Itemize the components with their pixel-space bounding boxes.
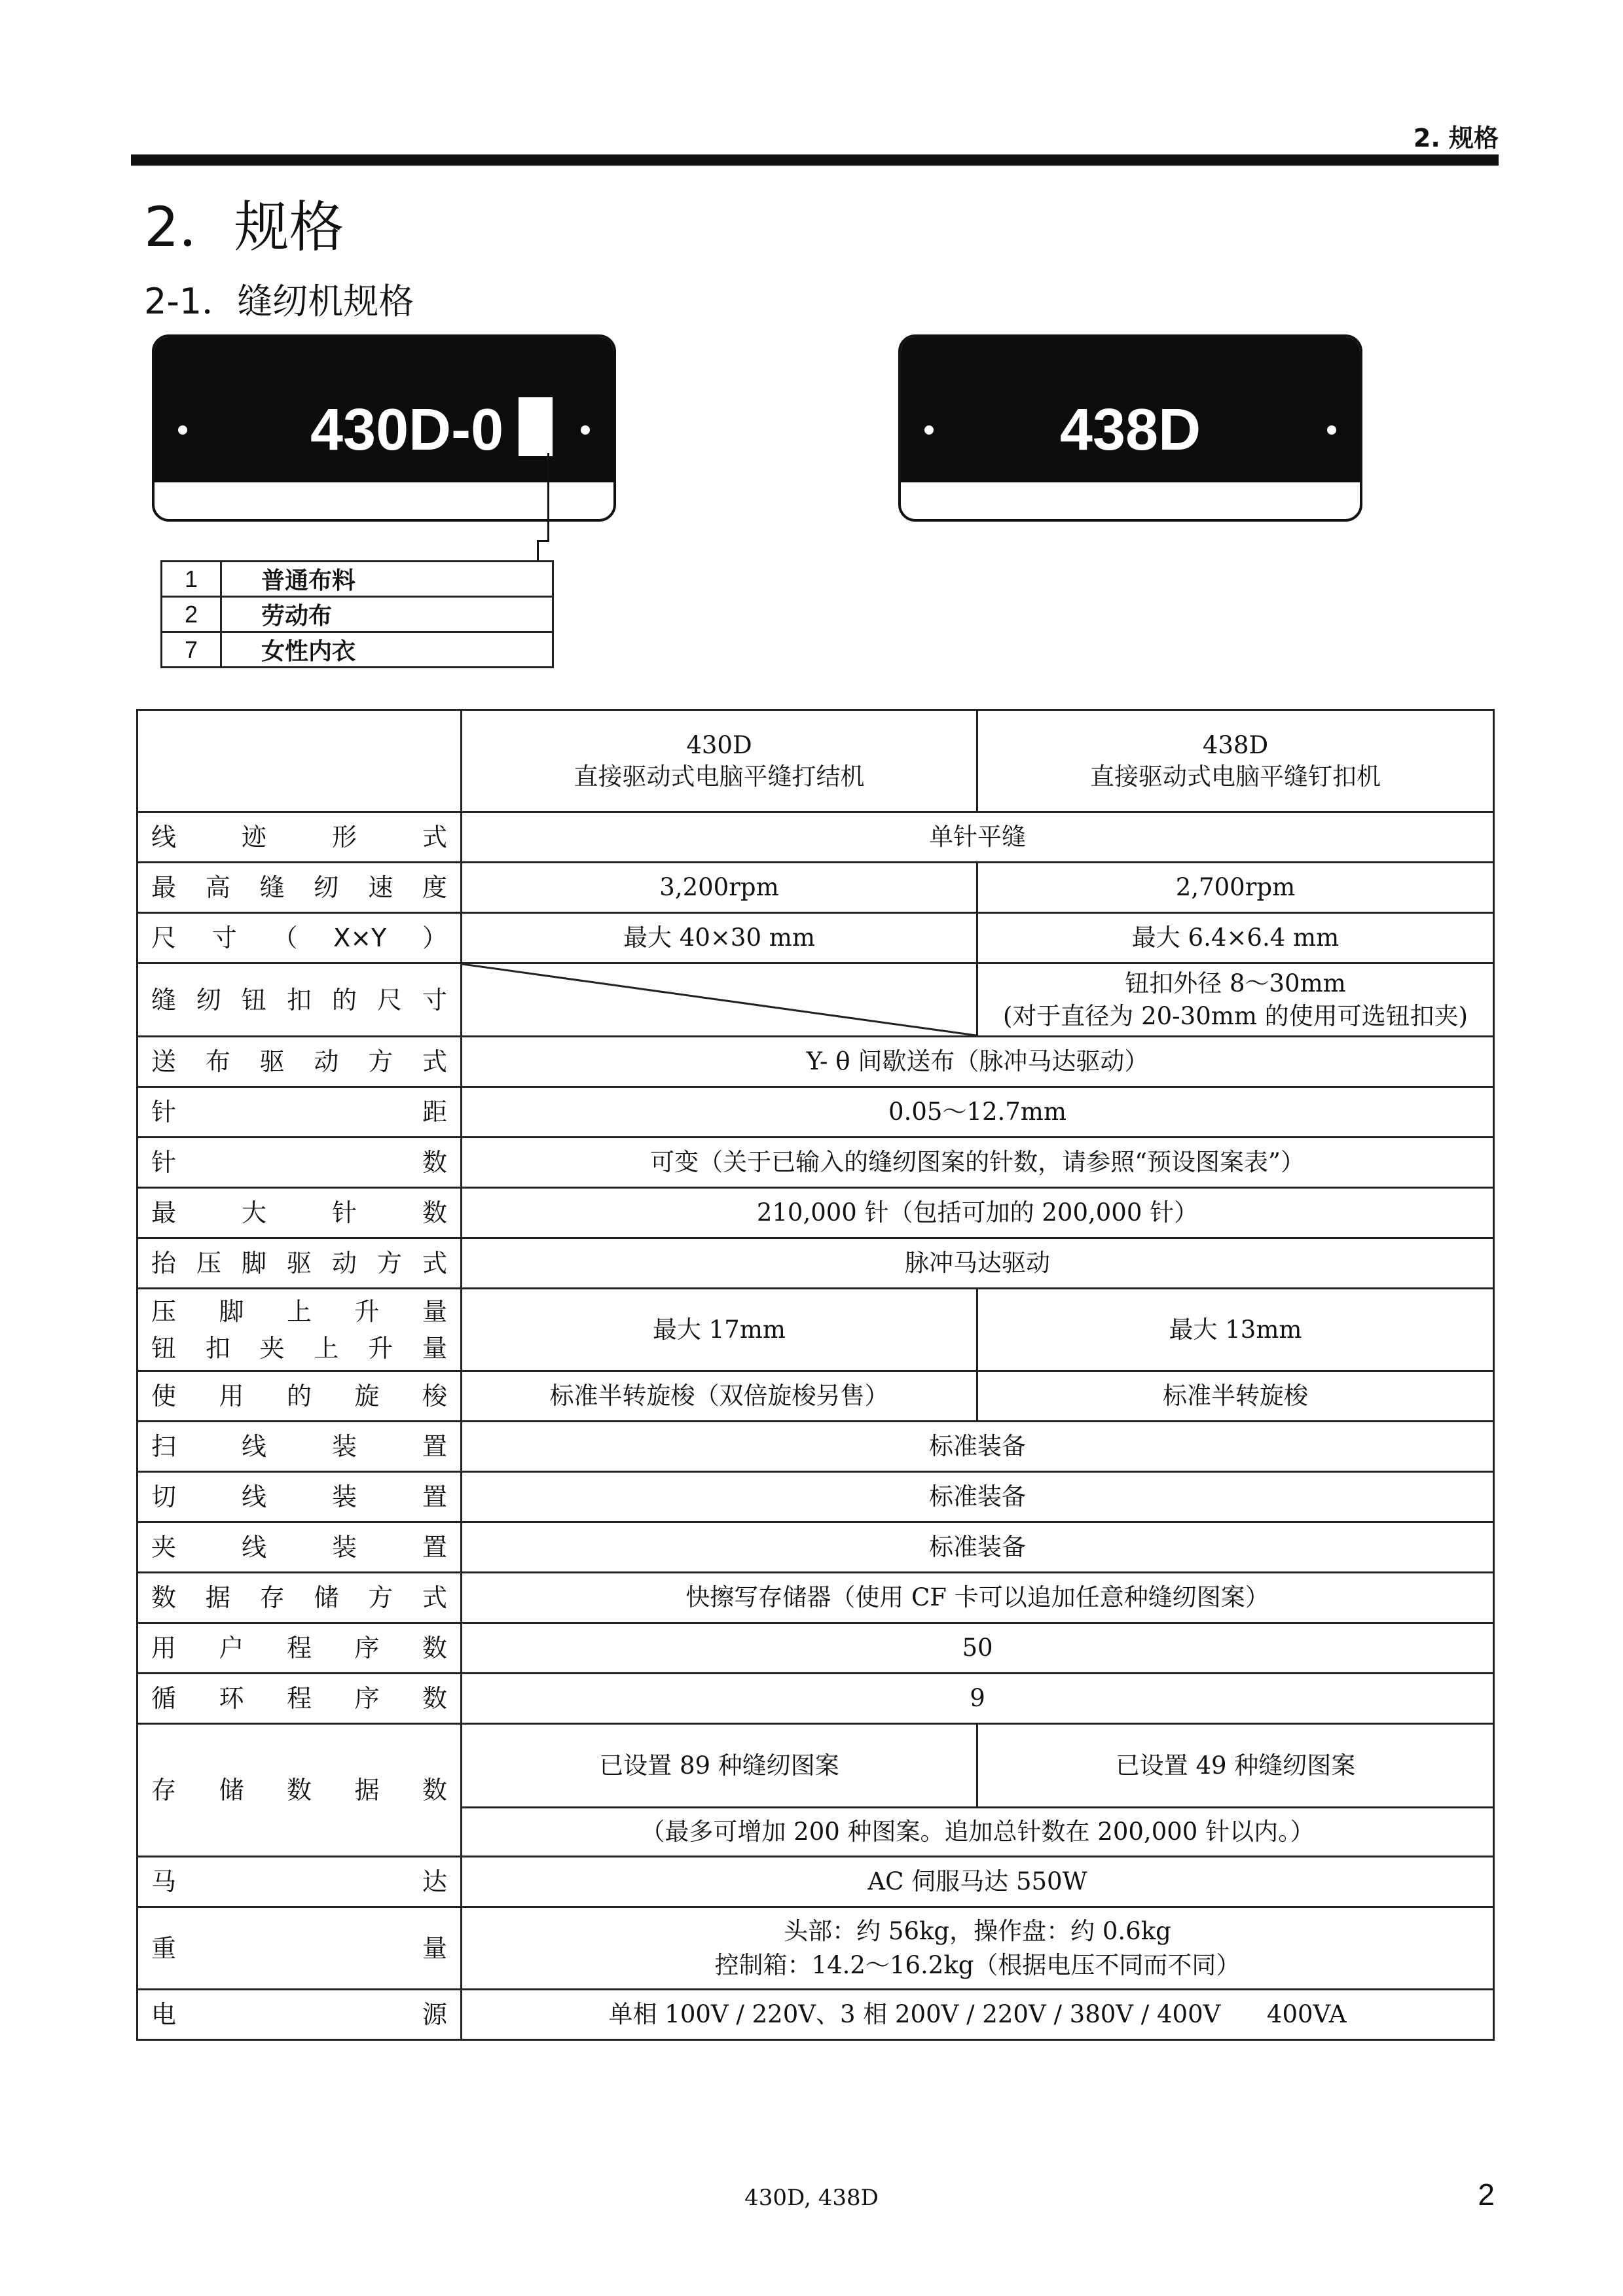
spec-label: 使用的旋梭 bbox=[137, 1371, 462, 1422]
spec-value: （最多可增加 200 种图案。追加总针数在 200,000 针以内。） bbox=[462, 1808, 1494, 1857]
nameplate-model-430d: 430D-0 bbox=[310, 397, 504, 463]
spec-label: 电源 bbox=[137, 1990, 462, 2040]
page-number: 2 bbox=[1478, 2178, 1495, 2212]
spec-label-line: 钮扣夹上升量 bbox=[151, 1333, 447, 1363]
table-row bbox=[137, 812, 1494, 863]
variant-row bbox=[162, 632, 553, 668]
spec-label: 夹线装置 bbox=[137, 1522, 462, 1573]
spec-value: 单针平缝 bbox=[462, 812, 1494, 863]
rivet-dot bbox=[178, 425, 187, 435]
running-head: 2. 规格 bbox=[1413, 124, 1499, 152]
table-row bbox=[137, 1990, 1494, 2040]
table-row bbox=[137, 1907, 1494, 1990]
variant-row bbox=[162, 597, 553, 632]
table-row bbox=[137, 1422, 1494, 1472]
section-title: 2-1．缝纫机规格 bbox=[144, 281, 414, 322]
spec-value-line: 钮扣外径 8～30mm bbox=[1125, 969, 1346, 997]
rivet-dot bbox=[1327, 425, 1336, 435]
table-row bbox=[137, 1573, 1494, 1623]
variant-table bbox=[160, 560, 554, 668]
spec-label: 循环程序数 bbox=[137, 1674, 462, 1724]
spec-label: 最大针数 bbox=[137, 1188, 462, 1238]
spec-value bbox=[977, 963, 1494, 1037]
leader-line bbox=[537, 540, 539, 562]
table-row bbox=[137, 1138, 1494, 1188]
table-row bbox=[137, 913, 1494, 963]
table-row bbox=[137, 1289, 1494, 1371]
variant-row bbox=[162, 562, 553, 597]
spec-value-line: (对于直径为 20-30mm 的使用可选钮扣夹) bbox=[1002, 1001, 1468, 1030]
rivet-dot bbox=[581, 425, 590, 435]
spec-value: 标准装备 bbox=[462, 1522, 1494, 1573]
spec-value: 210,000 针（包括可加的 200,000 针） bbox=[462, 1188, 1494, 1238]
spec-table bbox=[136, 709, 1495, 2041]
model-name: 430D bbox=[686, 730, 752, 759]
spec-value: 9 bbox=[462, 1674, 1494, 1724]
header-rule bbox=[131, 154, 1499, 166]
table-row bbox=[137, 1857, 1494, 1907]
variant-code: 1 bbox=[162, 562, 221, 597]
spec-value: 单相 100V / 220V、3 相 200V / 220V / 380V / 400V 400VA bbox=[462, 1990, 1494, 2040]
variant-name: 普通布料 bbox=[221, 562, 553, 597]
table-row bbox=[137, 1371, 1494, 1422]
spec-value: 标准装备 bbox=[462, 1422, 1494, 1472]
spec-value-line: 头部：约 56kg，操作盘：约 0.6kg bbox=[784, 1916, 1171, 1945]
spec-label: 数据存储方式 bbox=[137, 1573, 462, 1623]
spec-value: 标准半转旋梭 bbox=[977, 1371, 1494, 1422]
variant-code: 7 bbox=[162, 632, 221, 668]
spec-value bbox=[462, 1907, 1494, 1990]
spec-value: 脉冲马达驱动 bbox=[462, 1238, 1494, 1289]
spec-value: 可变（关于已输入的缝纫图案的针数，请参照“预设图案表”） bbox=[462, 1138, 1494, 1188]
spec-value: 标准装备 bbox=[462, 1472, 1494, 1522]
table-row bbox=[137, 1087, 1494, 1138]
spec-label: 最高缝纫速度 bbox=[137, 863, 462, 913]
model-name: 438D bbox=[1202, 730, 1269, 759]
spec-header-blank bbox=[137, 710, 462, 812]
diagonal-strike bbox=[462, 964, 976, 1035]
spec-label: 线迹形式 bbox=[137, 812, 462, 863]
spec-label: 送布驱动方式 bbox=[137, 1037, 462, 1087]
spec-value: 最大 6.4×6.4 mm bbox=[977, 913, 1494, 963]
spec-label: 存储数据数 bbox=[137, 1724, 462, 1857]
spec-value: 3,200rpm bbox=[462, 863, 977, 913]
table-row bbox=[137, 1238, 1494, 1289]
table-row bbox=[137, 1188, 1494, 1238]
spec-label: 用户程序数 bbox=[137, 1623, 462, 1674]
variant-name: 女性内衣 bbox=[221, 632, 553, 668]
spec-value: 最大 40×30 mm bbox=[462, 913, 977, 963]
nameplate-438d bbox=[898, 334, 1362, 522]
spec-label: 马达 bbox=[137, 1857, 462, 1907]
spec-value: AC 伺服马达 550W bbox=[462, 1857, 1494, 1907]
table-row bbox=[137, 1522, 1494, 1573]
leader-line bbox=[547, 453, 549, 542]
spec-label: 扫线装置 bbox=[137, 1422, 462, 1472]
table-row bbox=[137, 963, 1494, 1037]
spec-label: 重量 bbox=[137, 1907, 462, 1990]
footer-models: 430D, 438D bbox=[744, 2185, 879, 2211]
spec-value: 2,700rpm bbox=[977, 863, 1494, 913]
spec-value: 0.05～12.7mm bbox=[462, 1087, 1494, 1138]
table-row bbox=[137, 863, 1494, 913]
model-description: 直接驱动式电脑平缝钉扣机 bbox=[1090, 762, 1381, 791]
spec-label: 切线装置 bbox=[137, 1472, 462, 1522]
spec-value: 50 bbox=[462, 1623, 1494, 1674]
spec-label: 针数 bbox=[137, 1138, 462, 1188]
spec-label: 抬压脚驱动方式 bbox=[137, 1238, 462, 1289]
spec-value-line: 控制箱：14.2～16.2kg（根据电压不同而不同） bbox=[714, 1950, 1241, 1979]
spec-value: Y- θ 间歇送布（脉冲马达驱动） bbox=[462, 1037, 1494, 1087]
spec-label-line: 压脚上升量 bbox=[151, 1297, 447, 1326]
chapter-title: 2．规格 bbox=[144, 195, 344, 259]
variant-code: 2 bbox=[162, 597, 221, 632]
spec-header-438d bbox=[977, 710, 1494, 812]
spec-label: 尺寸（X×Y） bbox=[137, 913, 462, 963]
table-row bbox=[137, 1037, 1494, 1087]
spec-value: 已设置 49 种缝纫图案 bbox=[977, 1724, 1494, 1808]
model-description: 直接驱动式电脑平缝打结机 bbox=[574, 762, 865, 791]
nameplate-model-438d: 438D bbox=[1059, 397, 1201, 463]
spec-value: 标准半转旋梭（双倍旋梭另售） bbox=[462, 1371, 977, 1422]
spec-label: 缝纫钮扣的尺寸 bbox=[137, 963, 462, 1037]
variant-code-box bbox=[519, 397, 553, 456]
table-row bbox=[137, 1724, 1494, 1808]
table-row bbox=[137, 1472, 1494, 1522]
not-applicable-cell bbox=[462, 963, 977, 1037]
spec-label: 针距 bbox=[137, 1087, 462, 1138]
variant-name: 劳动布 bbox=[221, 597, 553, 632]
nameplate-430d bbox=[152, 334, 616, 522]
table-row bbox=[137, 1674, 1494, 1724]
spec-value: 快擦写存储器（使用 CF 卡可以追加任意种缝纫图案） bbox=[462, 1573, 1494, 1623]
spec-value: 已设置 89 种缝纫图案 bbox=[462, 1724, 977, 1808]
spec-header-430d bbox=[462, 710, 977, 812]
spec-value: 最大 13mm bbox=[977, 1289, 1494, 1371]
spec-label bbox=[137, 1289, 462, 1371]
table-row bbox=[137, 1623, 1494, 1674]
spec-value: 最大 17mm bbox=[462, 1289, 977, 1371]
spec-header-row bbox=[137, 710, 1494, 812]
